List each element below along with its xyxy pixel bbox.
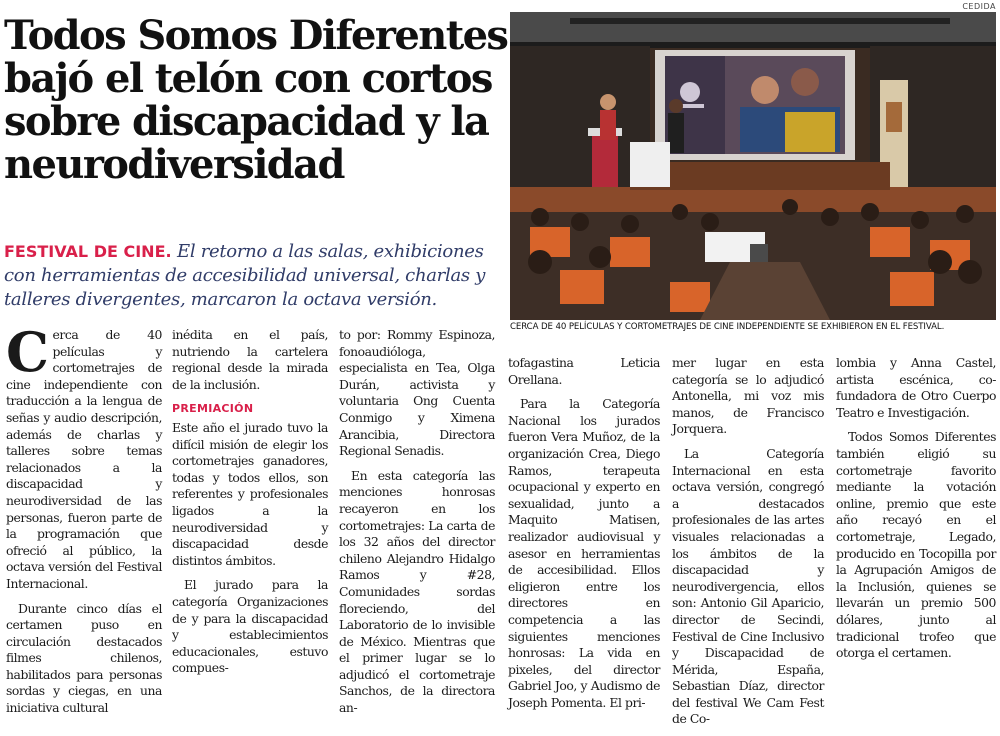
paragraph: lombia y Anna Castel, artista escénica, co-fundadora de Otro Cuerpo Teatro e Investigación. bbox=[836, 355, 996, 420]
lede-kicker: FESTIVAL DE CINE. bbox=[4, 242, 172, 261]
event-photo-illustration bbox=[510, 12, 996, 320]
article-column-6 bbox=[836, 355, 996, 670]
paragraph: to por: Rommy Espinoza, fonoaudióloga, especialista en Tea, Olga Durán, activista y voluntaria Ong Cuenta Conmigo y Ximena Arancibia, Directora Regional Senadis. bbox=[339, 327, 495, 459]
article-body bbox=[0, 320, 1000, 727]
paragraph: tofagastina Leticia Orellana. bbox=[508, 355, 660, 387]
headline bbox=[4, 12, 508, 188]
paragraph: erca de 40 películas y cortometrajes de cine independiente con traducción a la lengua de señas y audio descripción, además de charlas y talleres sobre temas relacionados a la discapacidad y neurodiversidad de las personas, fueron parte de la programación que ofreció al público, la octava versión del Festival Internacional. bbox=[6, 327, 162, 591]
drop-cap: C bbox=[6, 320, 49, 384]
article-column-5 bbox=[672, 355, 824, 736]
paragraph: inédita en el país, nutriendo la cartelera regional desde la mirada de la inclusión. bbox=[172, 327, 328, 392]
article-column-2 bbox=[172, 327, 328, 685]
photo-caption: CERCA DE 40 PELÍCULAS Y CORTOMETRAJES DE CINE INDEPENDIENTE SE EXHIBIERON EN EL FESTIVAL. bbox=[510, 322, 945, 332]
photo-credit: CEDIDA bbox=[962, 2, 996, 11]
headline-line: sobre discapacidad y la bbox=[4, 98, 489, 145]
paragraph: Para la Categoría Nacional los jurados fueron Vera Muñoz, de la organización Crea, Diego Ramos, terapeuta ocupacional y experto en sexualidad, junto a Maquito Matisen, realizador audiovisual y asesor en herramientas de accesibilidad. Ellos eligieron entre los directores en competencia a las siguientes menciones honrosas: La vida en pixeles, del director Gabriel Joo, y Audismo de Joseph Pomenta. El pri- bbox=[508, 396, 660, 710]
paragraph: El jurado para la categoría Organizaciones de y para la discapacidad y establecimientos educacionales, estuvo compues- bbox=[172, 577, 328, 676]
paragraph: La Categoría Internacional en esta octava versión, congregó a destacados profesionales de las artes visuales relacionadas a los ámbitos de la discapacidad y neurodivergencia, ellos son: Antonio Gil Aparicio, director de Secindi, Festival de Cine Inclusivo y Discapacidad de Mérida, España, Sebastian Díaz, director del festival We Cam Fest de Co- bbox=[672, 445, 824, 727]
lede bbox=[4, 240, 504, 312]
paragraph: Todos Somos Diferentes también eligió su cortometraje favorito mediante la votación online, premio que este año recayó en el cortometraje, Legado, producido en Tocopilla por la Agrupación Amigos de la Inclusión, quienes se llevarán un premio 500 dólares, junto al tradicional trofeo que otorga el certamen. bbox=[836, 429, 996, 661]
section-heading: PREMIACIÓN bbox=[172, 402, 254, 416]
event-photo bbox=[510, 12, 996, 320]
article-column-4 bbox=[508, 355, 660, 719]
paragraph: En esta categoría las menciones honrosas recayeron en los cortometrajes: La carta de los 32 años del director chileno Alejandro Hidalgo Ramos y #28, Comunidades sordas floreciendo, del Laboratorio de lo invisible de México. Mientras que el primer lugar se lo adjudicó el cortometraje Sanchos, de la directora an- bbox=[339, 467, 495, 716]
paragraph: Este año el jurado tuvo la difícil misión de elegir los cortometrajes ganadores, todas y todos ellos, son referentes y profesionales ligados a la neurodiversidad y discapacidad desde distintos ámbitos. bbox=[172, 419, 328, 568]
paragraph: mer lugar en esta categoría se lo adjudicó Antonella, mi voz mis manos, de Francisco Jorquera. bbox=[672, 355, 824, 437]
headline-line: Todos Somos Diferentes bbox=[4, 12, 508, 59]
article-column-3 bbox=[339, 327, 495, 725]
headline-line: bajó el telón con cortos bbox=[4, 55, 492, 102]
article-column-1 bbox=[6, 320, 162, 725]
paragraph: Durante cinco días el certamen puso en circulación destacados filmes chilenos, habilitados para personas sordas y ciegas, en una iniciativa cultural bbox=[6, 600, 162, 716]
headline-line: neurodiversidad bbox=[4, 141, 344, 188]
lede-text: El retorno a las salas, exhibiciones con herramientas de accesibilidad universal, charlas y talleres divergentes, marcaron la octava versión. bbox=[4, 241, 486, 310]
